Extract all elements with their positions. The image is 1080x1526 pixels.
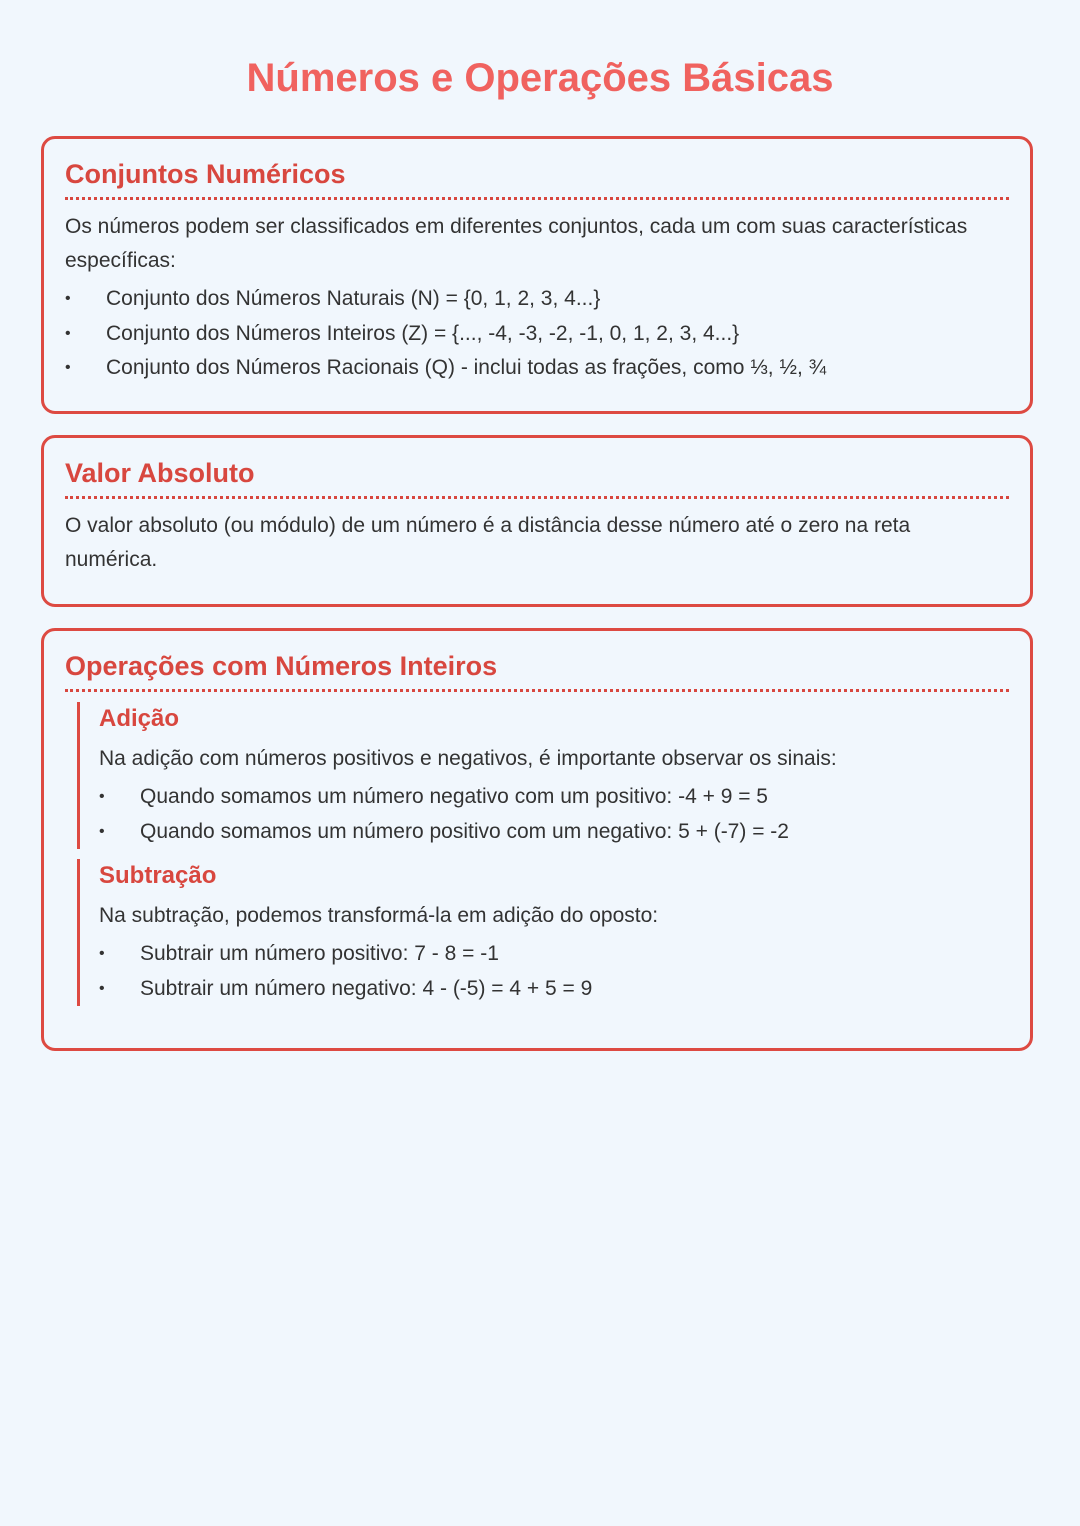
list-item: • Subtrair um número positivo: 7 - 8 = -1 — [99, 937, 1009, 972]
subsection-subtracao — [77, 859, 1009, 1006]
subtracao-list — [99, 937, 1009, 1006]
list-item: • Conjunto dos Números Racionais (Q) - inclui todas as frações, como ⅓, ½, ¾ — [65, 351, 1009, 386]
subsection-heading-adicao: Adição — [99, 705, 180, 732]
section-heading-conjuntos: Conjuntos Numéricos — [65, 157, 1009, 200]
card-operacoes-inteiros — [41, 628, 1033, 1051]
card-conjuntos-numericos — [41, 136, 1033, 414]
section-heading-valor-absoluto: Valor Absoluto — [65, 456, 1009, 499]
list-item: • Quando somamos um número negativo com um positivo: -4 + 9 = 5 — [99, 780, 1009, 815]
section-text-conjuntos: Os números podem ser classificados em diferentes conjuntos, cada um com suas características específicas: — [65, 215, 968, 272]
section-text-valor-absoluto: O valor absoluto (ou módulo) de um número é a distância desse número até o zero na reta numérica. — [65, 514, 911, 571]
list-item: • Subtrair um número negativo: 4 - (-5) = 4 + 5 = 9 — [99, 972, 1009, 1007]
subsection-text-subtracao: Na subtração, podemos transformá-la em adição do oposto: — [99, 904, 659, 927]
list-item: • Conjunto dos Números Inteiros (Z) = {..., -4, -3, -2, -1, 0, 1, 2, 3, 4...} — [65, 317, 1009, 352]
page-title: Números e Operações Básicas — [246, 56, 834, 100]
adicao-list — [99, 780, 1009, 849]
subsection-text-adicao: Na adição com números positivos e negativos, é importante observar os sinais: — [99, 747, 837, 770]
list-item: • Quando somamos um número positivo com um negativo: 5 + (-7) = -2 — [99, 815, 1009, 850]
subsection-heading-subtracao: Subtração — [99, 862, 217, 889]
list-item: • Conjunto dos Números Naturais (N) = {0, 1, 2, 3, 4...} — [65, 282, 1009, 317]
conjuntos-list — [65, 282, 1009, 386]
section-heading-operacoes: Operações com Números Inteiros — [65, 649, 1009, 692]
subsection-adicao — [77, 702, 1009, 849]
card-valor-absoluto — [41, 435, 1033, 607]
